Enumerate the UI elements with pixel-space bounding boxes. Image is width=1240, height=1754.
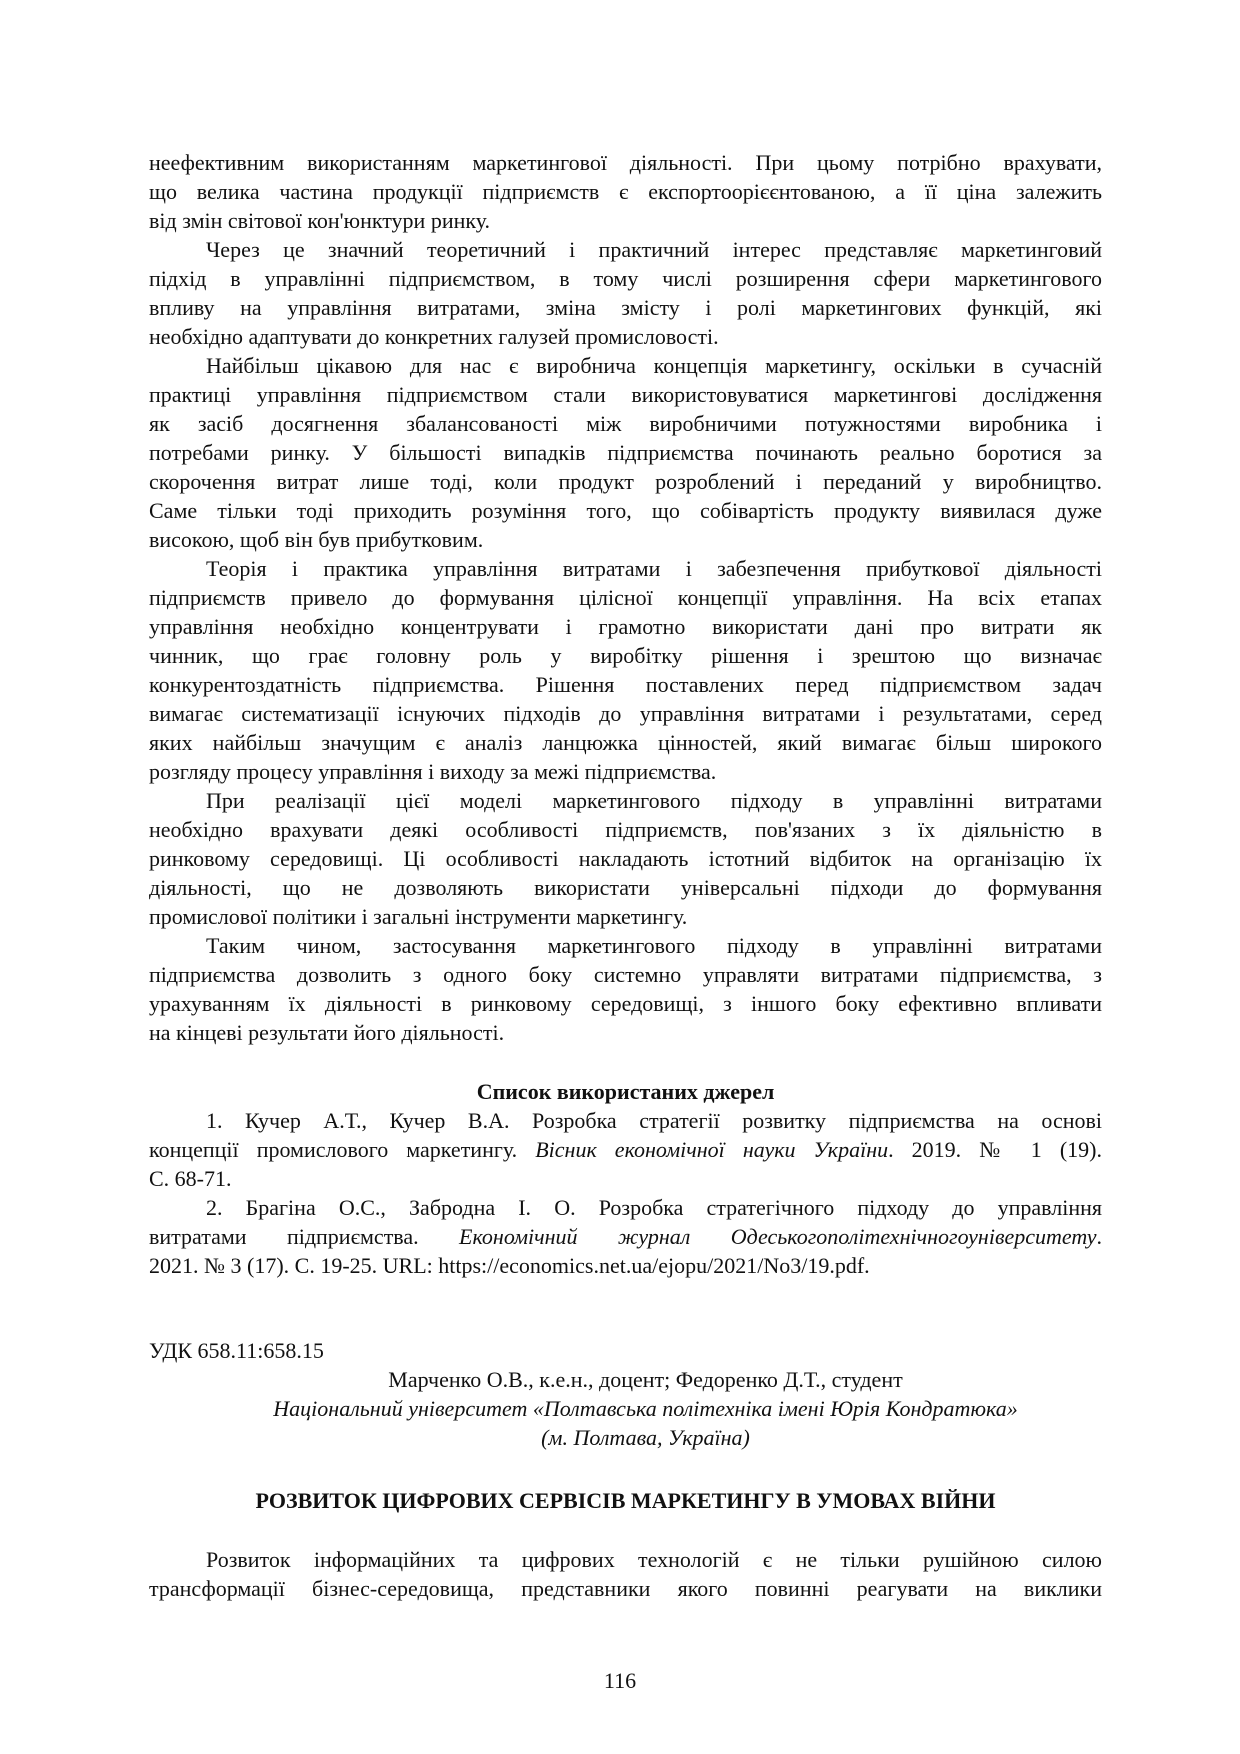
paragraph-line: що велика частина продукції підприємств є експортоорієєнтованою, а її ціна залежить <box>149 179 1102 204</box>
paragraph-line: вимагає систематизації існуючих підходів до управління витратами і результатами, серед <box>149 701 1102 726</box>
article-affiliation: Національний університет «Полтавська політехніка імені Юрія Кондратюка» <box>273 1396 1018 1421</box>
reference-line: 2. Брагіна О.С., Забродна І. О. Розробка стратегічного підходу до управління <box>206 1195 1102 1220</box>
reference-text: . <box>1096 1224 1102 1249</box>
udk-code: УДК 658.11:658.15 <box>149 1338 324 1363</box>
paragraph-line: практиці управління підприємством стали використовуватися маркетингові дослідження <box>149 382 1102 407</box>
paragraph-line: діяльності, що не дозволяють використати універсальні підходи до формування <box>149 875 1102 900</box>
paragraph-line: ринковому середовищі. Ці особливості накладають істотний відбиток на організацію їх <box>149 846 1102 871</box>
paragraph-line: Теорія і практика управління витратами і забезпечення прибуткової діяльності <box>206 556 1102 581</box>
paragraph-line: підприємств привело до формування цілісної концепції управління. На всіх етапах <box>149 585 1102 610</box>
paragraph-line: Таким чином, застосування маркетингового підходу в управлінні витратами <box>206 933 1102 958</box>
article-intro <box>149 1545 1102 1603</box>
reference-line <box>149 1222 1102 1251</box>
paragraph-line: потребами ринку. У більшості випадків підприємства починають реально боротися за <box>149 440 1102 465</box>
reference-item <box>149 1193 1102 1280</box>
paragraph <box>149 554 1102 786</box>
reference-line <box>149 1135 1102 1164</box>
reference-item <box>149 1106 1102 1193</box>
paragraph-line: чинник, що грає головну роль у виробітку рішення і зрештою що визначає <box>149 643 1102 668</box>
article-city: (м. Полтава, Україна) <box>541 1425 750 1450</box>
paragraph-line: При реалізації цієї моделі маркетингового підходу в управлінні витратами <box>206 788 1102 813</box>
paragraph-line: підхід в управлінні підприємством, в тому числі розширення сфери маркетингового <box>149 266 1102 291</box>
article-header <box>149 1336 1102 1452</box>
paragraph <box>149 786 1102 931</box>
references-section <box>149 1077 1102 1280</box>
page-number: 116 <box>603 1668 637 1693</box>
paragraph <box>149 148 1102 235</box>
article-authors: Марченко О.В., к.е.н., доцент; Федоренко Д.Т., студент <box>388 1367 903 1392</box>
paragraph <box>149 931 1102 1047</box>
article-title <box>149 1486 1102 1515</box>
paragraph-line: неефективним використанням маркетингової діяльності. При цьому потрібно врахувати, <box>149 150 1102 175</box>
paragraph-line: промислової політики і загальні інструменти маркетингу. <box>149 904 688 929</box>
reference-text: концепції промислового маркетингу. <box>149 1137 536 1162</box>
paragraph-line: підприємства дозволить з одного боку системно управляти витратами підприємства, з <box>149 962 1102 987</box>
paragraph-line: яких найбільш значущим є аналіз ланцюжка цінностей, який вимагає більш широкого <box>149 730 1102 755</box>
paragraph-line: скорочення витрат лише тоді, коли продукт розроблений і переданий у виробництво. <box>149 469 1102 494</box>
paragraph-line: Розвиток інформаційних та цифрових технологій є не тільки рушійною силою <box>206 1547 1102 1572</box>
paragraph-line: урахуванням їх діяльності в ринковому середовищі, з іншого боку ефективно впливати <box>149 991 1102 1016</box>
paragraph-line: Саме тільки тоді приходить розуміння того, що собівартість продукту виявилася дуже <box>149 498 1102 523</box>
reference-line: 1. Кучер А.Т., Кучер В.А. Розробка стратегії розвитку підприємства на основі <box>206 1108 1102 1133</box>
paragraph-line: управління необхідно концентрувати і грамотно використати дані про витрати як <box>149 614 1102 639</box>
paragraph-line: впливу на управління витратами, зміна змісту і ролі маркетингових функцій, які <box>149 295 1102 320</box>
paragraph-line: як засіб досягнення збалансованості між виробничими потужностями виробника і <box>149 411 1102 436</box>
article-title-text: РОЗВИТОК ЦИФРОВИХ СЕРВІСІВ МАРКЕТИНГУ В УМОВАХ ВІЙНИ <box>255 1488 996 1513</box>
reference-url-line: 2021. № 3 (17). С. 19-25. URL: https://economics.net.ua/ejopu/2021/No3/19.pdf. <box>149 1253 870 1278</box>
reference-line: С. 68-71. <box>149 1166 232 1191</box>
journal-title: Вісник економічної науки України <box>535 1137 889 1162</box>
body-text <box>149 148 1102 1047</box>
paragraph-line: Через це значний теоретичний і практичний інтерес представляє маркетинговий <box>206 237 1102 262</box>
paragraph <box>149 351 1102 554</box>
paragraph-line: від змін світової кон'юнктури ринку. <box>149 208 491 233</box>
paragraph-line: розгляду процесу управління і виходу за межі підприємства. <box>149 759 717 784</box>
paragraph-line: на кінцеві результати його діяльності. <box>149 1020 505 1045</box>
references-heading: Список використаних джерел <box>476 1079 775 1104</box>
paragraph-line: необхідно адаптувати до конкретних галузей промисловості. <box>149 324 719 349</box>
paragraph-line: трансформації бізнес-середовища, представники якого повинні реагувати на виклики <box>149 1576 1102 1601</box>
paragraph-line: необхідно врахувати деякі особливості підприємств, пов'язаних з їх діяльністю в <box>149 817 1102 842</box>
paragraph <box>149 235 1102 351</box>
paragraph-line: конкурентоздатність підприємства. Рішення поставлених перед підприємством задач <box>149 672 1102 697</box>
reference-text: витратами підприємства. <box>149 1224 460 1249</box>
paragraph-line: Найбільш цікавою для нас є виробнича концепція маркетингу, оскільки в сучасній <box>206 353 1102 378</box>
reference-text: . 2019. № 1 (19). <box>888 1137 1102 1162</box>
journal-title: Економічний журнал Одеськогополітехнічногоуніверситету <box>459 1224 1097 1249</box>
paragraph-line: високою, щоб він був прибутковим. <box>149 527 484 552</box>
